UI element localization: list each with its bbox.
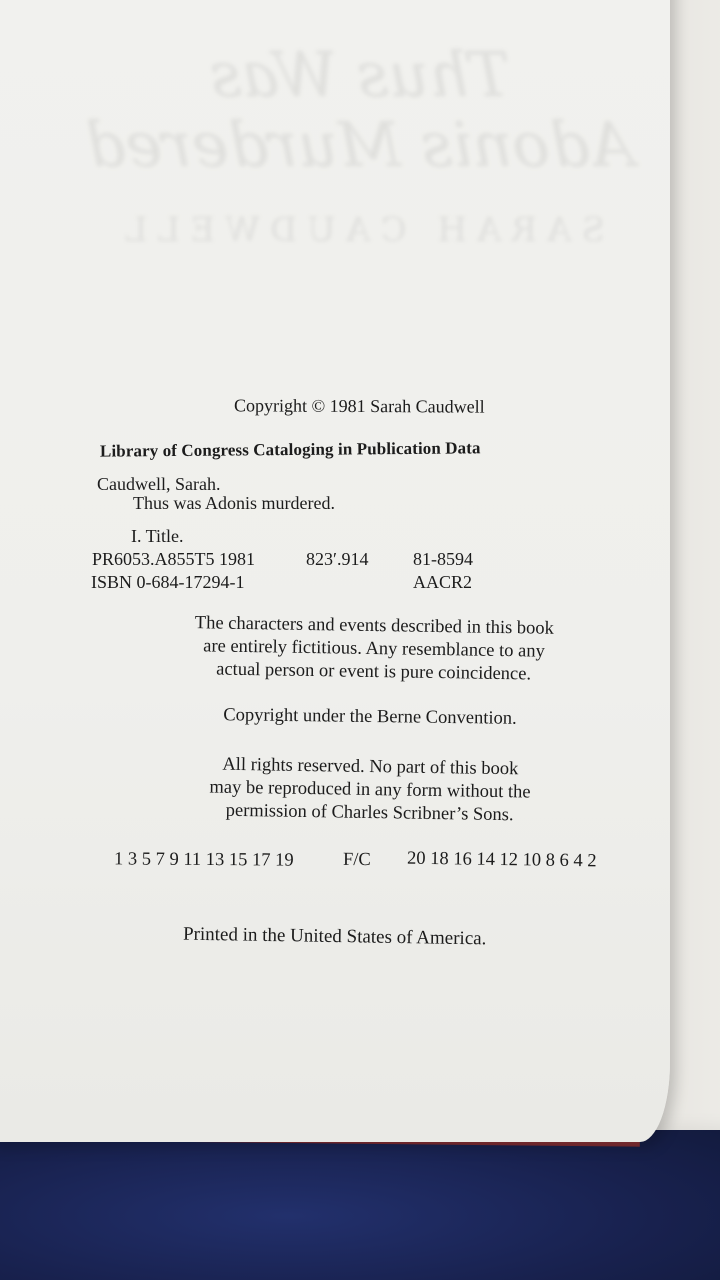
rights-notice bbox=[159, 753, 580, 829]
rights-line: All rights reserved. No part of this book bbox=[222, 754, 519, 780]
disclaimer-line: are entirely fictitious. Any resemblance to any bbox=[203, 636, 545, 662]
cip-subject: I. Title. bbox=[131, 526, 184, 546]
show-through-title: Thus Was Adonis Murdered SARAH CAUDWELL bbox=[85, 38, 635, 250]
cip-title: Thus was Adonis murdered. bbox=[133, 493, 335, 513]
cip-author: Caudwell, Sarah. bbox=[97, 474, 221, 494]
dewey-number: 823′.914 bbox=[306, 549, 369, 569]
disclaimer-line: actual person or event is pure coincidence. bbox=[216, 659, 532, 685]
disclaimer-line: The characters and events described in this book bbox=[194, 613, 555, 639]
rights-line: may be reproduced in any form without the bbox=[209, 777, 531, 803]
printed-in: Printed in the United States of America. bbox=[182, 923, 487, 950]
copyright-line: Copyright © 1981 Sarah Caudwell bbox=[233, 395, 485, 417]
cataloging-rules: AACR2 bbox=[413, 572, 473, 592]
printing-code: F/C bbox=[342, 849, 371, 871]
lccn: 81-8594 bbox=[413, 549, 473, 569]
call-number: PR6053.A855T5 1981 bbox=[92, 549, 256, 569]
berne-notice: Copyright under the Berne Convention. bbox=[223, 705, 517, 729]
printing-line-even: 20 18 16 14 12 10 8 6 4 2 bbox=[406, 848, 597, 872]
rights-line: permission of Charles Scribner’s Sons. bbox=[225, 800, 514, 826]
isbn: ISBN 0-684-17294-1 bbox=[91, 572, 245, 592]
cip-heading: Library of Congress Cataloging in Publication Data bbox=[99, 438, 481, 461]
printing-line-odd: 1 3 5 7 9 11 13 15 17 19 bbox=[113, 849, 294, 871]
fiction-disclaimer bbox=[157, 612, 590, 688]
